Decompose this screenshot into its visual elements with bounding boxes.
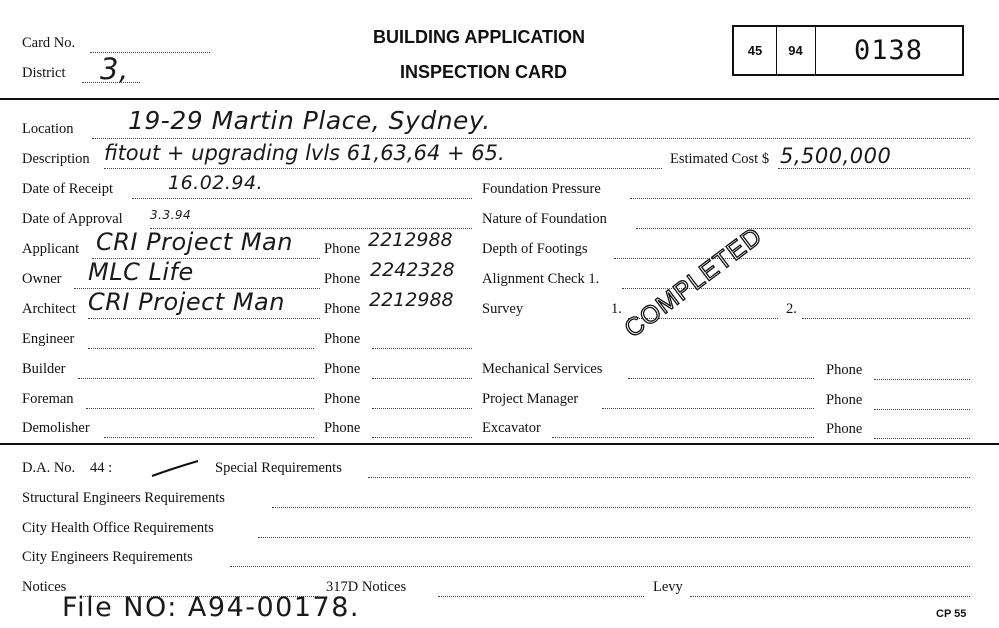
description-value: fitout + upgrading lvls 61,63,64 + 65. (104, 141, 505, 165)
demolisher-label: Demolisher (22, 420, 90, 436)
applicant-phone-label: Phone (324, 241, 361, 257)
date-receipt-value: 16.02.94. (168, 172, 264, 194)
structural-requirements-label: Structural Engineers Requirements (22, 490, 225, 506)
estimated-cost-line (778, 168, 970, 169)
foundation-pressure-line (630, 198, 970, 199)
alignment-label: Alignment Check 1. (482, 271, 600, 287)
builder-phone-line (372, 378, 472, 379)
architect-phone-value: 2212988 (369, 289, 454, 311)
estimated-cost-label: Estimated Cost $ (670, 151, 770, 167)
section-rule (0, 443, 999, 445)
engineer-phone-line (372, 348, 472, 349)
project-manager-line (602, 408, 814, 409)
nature-foundation-label: Nature of Foundation (482, 211, 607, 227)
card-no-label: Card No. (22, 35, 76, 51)
title-line1: BUILDING APPLICATION (373, 27, 585, 47)
location-line (92, 138, 970, 139)
title-line2: INSPECTION CARD (400, 62, 568, 82)
owner-phone-value: 2242328 (370, 259, 455, 281)
estimated-cost-value: 5,500,000 (780, 144, 892, 168)
health-requirements-line (258, 537, 970, 538)
architect-label: Architect (22, 301, 76, 317)
district-value: 3, (100, 52, 129, 86)
engineer-label: Engineer (22, 331, 75, 347)
date-approval-label: Date of Approval (22, 211, 123, 227)
survey-1-label: 1. (611, 301, 622, 317)
demolisher-phone-label: Phone (324, 420, 361, 436)
levy-line (690, 596, 970, 597)
notices-317d-line (438, 596, 644, 597)
mechanical-line (628, 378, 814, 379)
project-manager-label: Project Manager (482, 391, 579, 407)
district-label: District (22, 65, 66, 81)
demolisher-phone-line (372, 437, 472, 438)
completed-stamp: COMPLETED (619, 221, 768, 344)
city-engineers-label: City Engineers Requirements (22, 549, 193, 565)
applicant-phone-value: 2212988 (368, 229, 453, 251)
project-manager-phone-label: Phone (826, 392, 863, 408)
project-manager-phone-line (874, 409, 970, 410)
depth-footings-line (614, 258, 970, 259)
da-no-label: D.A. No. (22, 460, 76, 476)
form-code: CP 55 (936, 608, 967, 620)
survey-label: Survey (482, 301, 524, 317)
description-line (104, 168, 662, 169)
date-receipt-label: Date of Receipt (22, 181, 113, 197)
engineer-line (88, 348, 314, 349)
excavator-phone-line (874, 438, 970, 439)
applicant-value: CRI Project Man (96, 228, 293, 256)
location-label: Location (22, 121, 74, 137)
owner-value: MLC Life (88, 258, 194, 286)
architect-phone-label: Phone (324, 301, 361, 317)
da-no-value: 44 : (90, 460, 113, 476)
foreman-label: Foreman (22, 391, 74, 407)
mechanical-phone-label: Phone (826, 362, 863, 378)
card-number-box (732, 25, 964, 76)
applicant-label: Applicant (22, 241, 80, 257)
builder-label: Builder (22, 361, 66, 377)
builder-line (78, 378, 314, 379)
date-receipt-line (132, 198, 472, 199)
demolisher-line (104, 437, 314, 438)
nature-foundation-line (636, 228, 970, 229)
mechanical-label: Mechanical Services (482, 361, 603, 377)
notices-label: Notices (22, 579, 67, 595)
location-value: 19-29 Martin Place, Sydney. (128, 106, 491, 135)
excavator-phone-label: Phone (826, 421, 863, 437)
health-requirements-label: City Health Office Requirements (22, 520, 214, 536)
owner-label: Owner (22, 271, 62, 287)
mechanical-phone-line (874, 379, 970, 380)
description-label: Description (22, 151, 90, 167)
architect-line (88, 318, 320, 319)
engineer-phone-label: Phone (324, 331, 361, 347)
survey-2-label: 2. (786, 301, 797, 317)
survey-2-line (802, 318, 970, 319)
date-approval-value: 3.3.94 (150, 208, 192, 222)
foreman-line (86, 408, 314, 409)
architect-value: CRI Project Man (88, 288, 285, 316)
builder-phone-label: Phone (324, 361, 361, 377)
foreman-phone-line (372, 408, 472, 409)
notices-317d-label: 317D Notices (326, 579, 407, 595)
excavator-label: Excavator (482, 420, 541, 436)
special-requirements-label: Special Requirements (215, 460, 342, 476)
number-part2: 94 (788, 43, 803, 58)
file-number: File NO: A94-00178. (62, 592, 360, 623)
depth-footings-label: Depth of Footings (482, 241, 588, 257)
special-requirements-line (368, 477, 970, 478)
excavator-line (552, 437, 814, 438)
structural-requirements-line (272, 507, 970, 508)
city-engineers-line (230, 566, 970, 567)
number-part1: 45 (747, 43, 763, 58)
owner-phone-label: Phone (324, 271, 361, 287)
number-part3: 0138 (853, 35, 924, 66)
da-no-pen-stroke (150, 458, 202, 480)
foundation-pressure-label: Foundation Pressure (482, 181, 601, 197)
levy-label: Levy (653, 579, 683, 595)
header-rule (0, 98, 999, 100)
foreman-phone-label: Phone (324, 391, 361, 407)
